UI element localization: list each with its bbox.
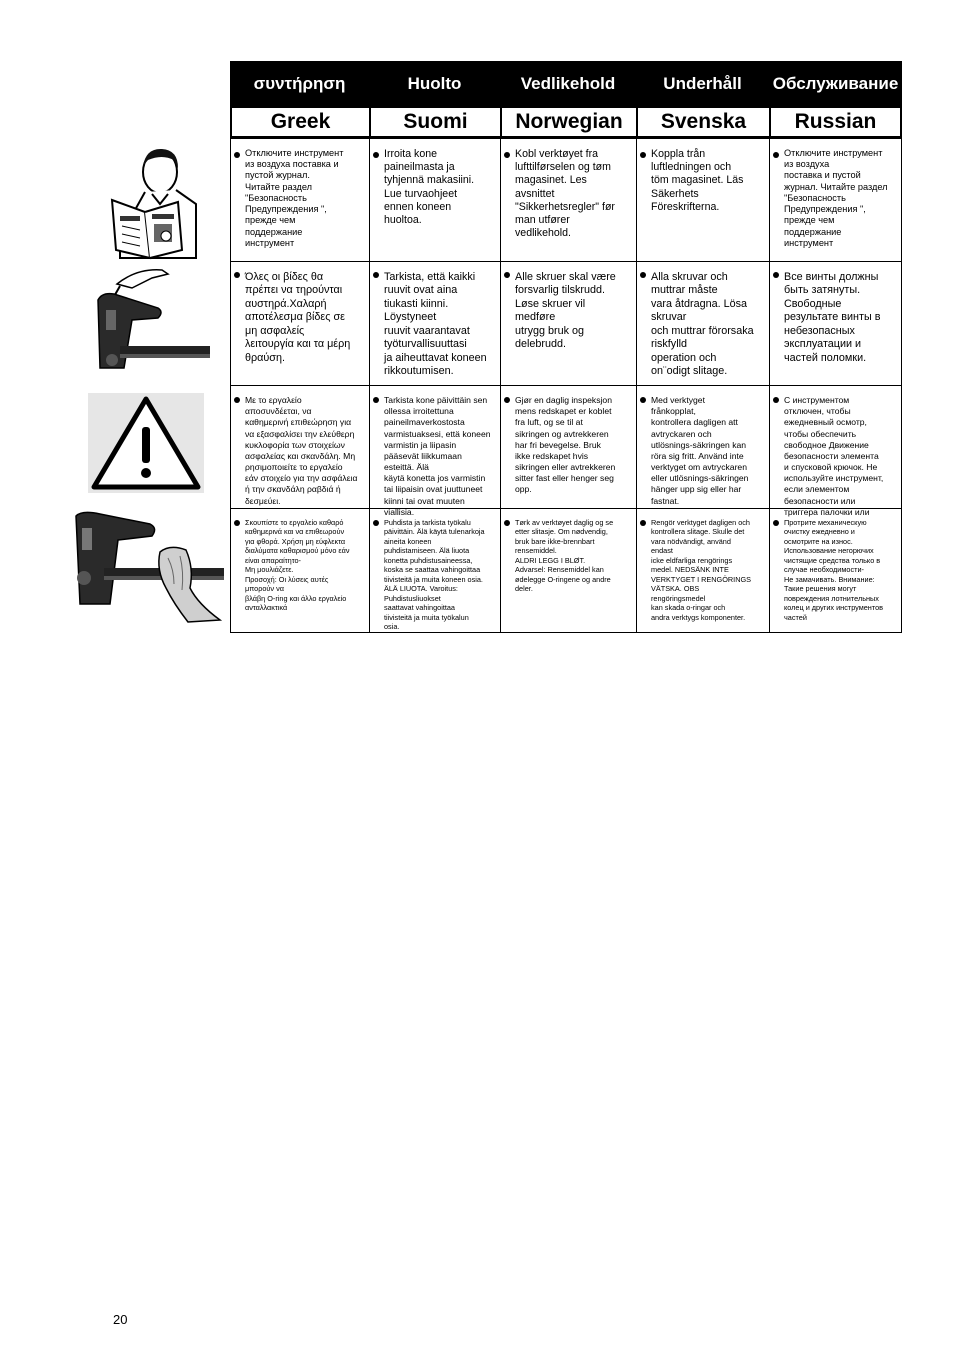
cell-text: Puhdista ja tarkista työkalu päivittäin. Älä käytä tulenarkoja aineita koneen puhdistamiseen. Älä liuota konetta puhdistusaineessa, koska se saattaa vahingoittaa tiivisteitä ja muita koneen osia. ÄLÄ LIUOTA. Varoitus: Puhdistusliuokset saattavat vahingoittaa tiivisteitä ja muita työkalun osia. [384,518,485,632]
header-top-russian: Обслуживание [772,74,899,93]
cell-text: Rengör verktyget dagligen och kontrollera slitage. Skulle det vara nödvändigt, använd endast icke eldfarliga rengörings medel. NEDSÄNK INTE VERKTYGET I RENGÖRINGS VÄTSKA. OBS rengöringsmedel kan skada o-ringar och andra verktygs komponenter. [651,518,752,622]
table-row [230,509,902,633]
cell-text: Tarkista kone päivittäin sen ollessa irroitettuna paineilmaverkostosta varmistuaksesi, että koneen varmistin ja liipasin pääsevät liikkumaan esteittä. Älä käytä konetta jos varmistin tai liipaisin ovat juuttuneet kiinni tai ovat muuten viallisia. [384,395,491,517]
cell-text: Все винты должны быть затянуты. Свободные результате винты в небезопасных эксплуатации и частей поломки. [784,271,881,364]
cell-text: Koppla trån luftledningen och töm magasinet. Läs Säkerhets Föreskrifterna. [651,148,744,213]
bullet-icon [640,152,646,158]
bullet-icon [373,520,379,526]
cell-text: Gjør en daglig inspeksjon mens redskapet er koblet fra luft, og se til at sikringen og avtrekkeren har fri bevegelse. Bruk ikke redskapet hvis sikringen eller avtrekkeren sitter fast eller henger seg opp. [515,395,616,495]
cell-text: Kobl verktøyet fra lufttilførselen og tøm magasinet. Les avsnittet "Sikkerhetsregler" før man utfører vedlikehold. [515,148,615,240]
bullet-icon [504,272,510,278]
table-row [230,386,902,517]
bullet-icon [773,520,779,526]
cell-text: Протрите механическую очистку ежедневно и осмотрите на износ. Использование негорючих чистящие средства только в случае необходимости- Не замачивать. Внимание: Такие решения могут повреждения лотнительных колец и других инструментов частей [784,518,884,622]
cell-text: Alle skruer skal være forsvarlig tilskrudd. Løse skruer vil medføre utrygg bruk og delebrudd. [515,271,616,351]
header-lang-russian: Russian [769,108,902,136]
header-top-suomi: Huolto [407,74,462,93]
cell-text: Med verktyget frånkopplat, kontrollera dagligen att avtryckaren och utlösnings-säkringen kan röra sig fritt. Använd inte verktyget om avtryckaren eller utlösnings-säkringen hänger upp sig eller har fastnat. [651,395,749,506]
cell-text: Όλες οι βίδες θα πρέπει να τηρούνται αυστηρά.Χαλαρή αποτέλεσμα βίδες σε μη ασφαλείς λειτουργία και τα μέρη θραύση. [245,271,351,364]
bullet-icon [504,152,510,158]
cell-text: Tørk av verktøyet daglig og se etter slitasje. Om nødvendig, bruk bare ikke-brennbart rensemiddel. ALDRI LEGG I BLØT. Advarsel: Rensemiddel kan ødelegge O-ringene og andre deler. [515,518,614,594]
table-row [230,262,902,386]
bullet-icon [773,397,779,403]
header-row-top [230,61,902,107]
cell-text: Σκουπίστε το εργαλείο καθαρό καθημερινά και να επιθεωρούν για φθορά. Χρήση μη εύφλεκτα διαλύματα καθαρισμού μόνο εάν είναι απαραίτητο- Μη μουλιάζετε. Προσοχή: Οι λύσεις αυτές μπορούν να βλάβη O-ring και άλλο εργαλείο ανταλλακτικά [245,518,350,613]
warning-triangle-icon [88,393,204,493]
bullet-icon [373,272,379,278]
bullet-icon [234,152,240,158]
cell-text: Отключите инструмент из воздуха поставка и пустой журнал. Читайте раздел "Безопасность Предупреждения ", прежде чем поддержание инструмент [784,148,888,248]
header-lang-norwegian: Norwegian [500,108,636,136]
bullet-icon [640,272,646,278]
page-number: 20 [113,1312,128,1327]
header-lang-svenska: Svenska [636,108,769,136]
bullet-icon [640,520,646,526]
header-top-svenska: Underhåll [663,74,742,93]
bullet-icon [773,152,779,158]
table-row [230,139,902,262]
bullet-icon [640,397,646,403]
cleaning-tool-icon [70,508,228,626]
header-top-greek: συντήρηση [253,74,346,93]
bullet-icon [373,152,379,158]
bullet-icon [234,520,240,526]
screwing-tool-icon [92,264,212,374]
cell-text: Отключите инструмент из воздуха поставка и пустой журнал. Читайте раздел "Безопасность Предупреждения ", прежде чем поддержание инструмент [245,148,344,248]
maintenance-table [230,61,902,633]
cell-text: Tarkista, että kaikki ruuvit ovat aina tiukasti kiinni. Löystyneet ruuvit vaarantavat työturvallisuuttasi ja aiheuttavat koneen rikkoutumisen. [384,271,487,378]
bullet-icon [234,397,240,403]
header-top-norwegian: Vedlikehold [520,74,616,93]
reading-manual-icon [100,140,200,260]
bullet-icon [504,520,510,526]
cell-text: С инструментом отключен, чтобы ежедневный осмотр, чтобы обеспечить свободное Движение безопасности элемента и спусковой крючок. Не используйте инструмент, если элементом безопасности или триггера палочки или [784,395,884,517]
bullet-icon [373,397,379,403]
cell-text: Irroita kone paineilmasta ja tyhjennä makasiini. Lue turvaohjeet ennen koneen huoltoa. [384,148,475,227]
cell-text: Alla skruvar och muttrar måste vara åtdragna. Lösa skruvar och muttrar förorsaka riskfylld operation och on¨odigt slitage. [651,271,754,378]
header-row-languages [230,107,902,139]
cell-text: Με το εργαλείο αποσυνδέεται, να καθημερινή επιθεώρηση για να εξασφαλίσει την ελεύθερη κυκλοφορία των στοιχείων ασφαλείας και σκανδάλη. Μη ρησιμοποιείτε το εργαλείο εάν στοιχείο για την ασφάλεια ή την σκανδάλη ραβδιά ή δεσμεύει. [245,395,358,506]
bullet-icon [504,397,510,403]
bullet-icon [234,272,240,278]
header-lang-greek: Greek [230,108,369,136]
bullet-icon [773,272,779,278]
header-lang-suomi: Suomi [369,108,500,136]
